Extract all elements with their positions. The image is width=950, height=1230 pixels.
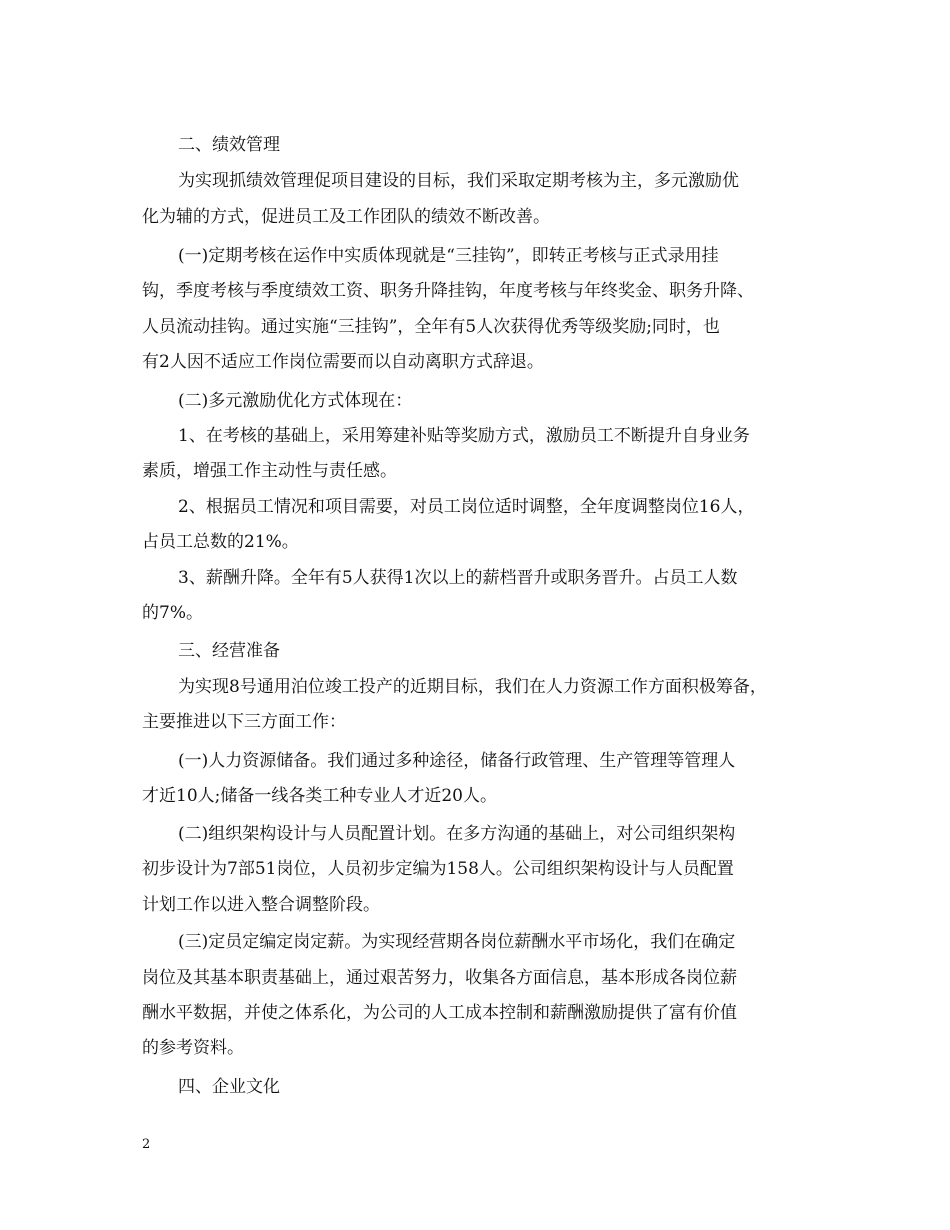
text-line: 钩，季度考核与季度绩效工资、职务升降挂钩，年度考核与年终奖金、职务升降、 bbox=[142, 281, 754, 301]
text-line: (一)定期考核在运作中实质体现就是“三挂钩”，即转正考核与正式录用挂 bbox=[178, 246, 719, 266]
text-line: 人员流动挂钩。通过实施“三挂钩”，全年有5人次获得优秀等级奖励;同时，也 bbox=[142, 317, 720, 337]
text-line: 计划工作以进入整合调整阶段。 bbox=[142, 895, 380, 915]
text-line: 2、根据员工情况和项目需要，对员工岗位适时调整，全年度调整岗位16人， bbox=[178, 497, 755, 517]
text-line: 化为辅的方式，促进员工及工作团队的绩效不断改善。 bbox=[142, 207, 550, 227]
text-line: (二)多元激励优化方式体现在： bbox=[178, 391, 413, 411]
text-line: 有2人因不适应工作岗位需要而以自动离职方式辞退。 bbox=[142, 352, 544, 372]
text-line: 占员工总数的21%。 bbox=[142, 532, 299, 552]
text-line: (三)定员定编定岗定薪。为实现经营期各岗位薪酬水平市场化，我们在确定 bbox=[178, 932, 736, 952]
text-line: 为实现8号通用泊位竣工投产的近期目标，我们在人力资源工作方面积极筹备， bbox=[178, 677, 767, 697]
text-line: 四、企业文化 bbox=[178, 1077, 280, 1097]
text-line: 的7%。 bbox=[142, 603, 203, 623]
text-line: 三、经营准备 bbox=[178, 641, 280, 661]
text-line: (二)组织架构设计与人员配置计划。在多方沟通的基础上，对公司组织架构 bbox=[178, 824, 736, 844]
page-number: 2 bbox=[142, 1137, 151, 1152]
text-line: 岗位及其基本职责基础上，通过艰苦努力，收集各方面信息，基本形成各岗位薪 bbox=[142, 968, 737, 988]
text-line: 才近10人;储备一线各类工种专业人才近20人。 bbox=[142, 786, 497, 806]
text-line: 主要推进以下三方面工作： bbox=[142, 712, 346, 732]
text-line: 酬水平数据，并使之体系化，为公司的人工成本控制和薪酬激励提供了富有价值 bbox=[142, 1003, 737, 1023]
text-line: 为实现抓绩效管理促项目建设的目标，我们采取定期考核为主，多元激励优 bbox=[178, 171, 739, 191]
text-line: 素质，增强工作主动性与责任感。 bbox=[142, 461, 397, 481]
text-line: 二、绩效管理 bbox=[178, 135, 280, 155]
text-line: 初步设计为7部51岗位，人员初步定编为158人。公司组织架构设计与人员配置 bbox=[142, 859, 734, 879]
text-line: 的参考资料。 bbox=[142, 1038, 244, 1058]
text-line: 1、在考核的基础上，采用筹建补贴等奖励方式，激励员工不断提升自身业务 bbox=[178, 426, 750, 446]
text-line: (一)人力资源储备。我们通过多种途径，储备行政管理、生产管理等管理人 bbox=[178, 751, 736, 771]
text-line: 3、薪酬升降。全年有5人获得1次以上的薪档晋升或职务晋升。占员工人数 bbox=[178, 568, 738, 588]
